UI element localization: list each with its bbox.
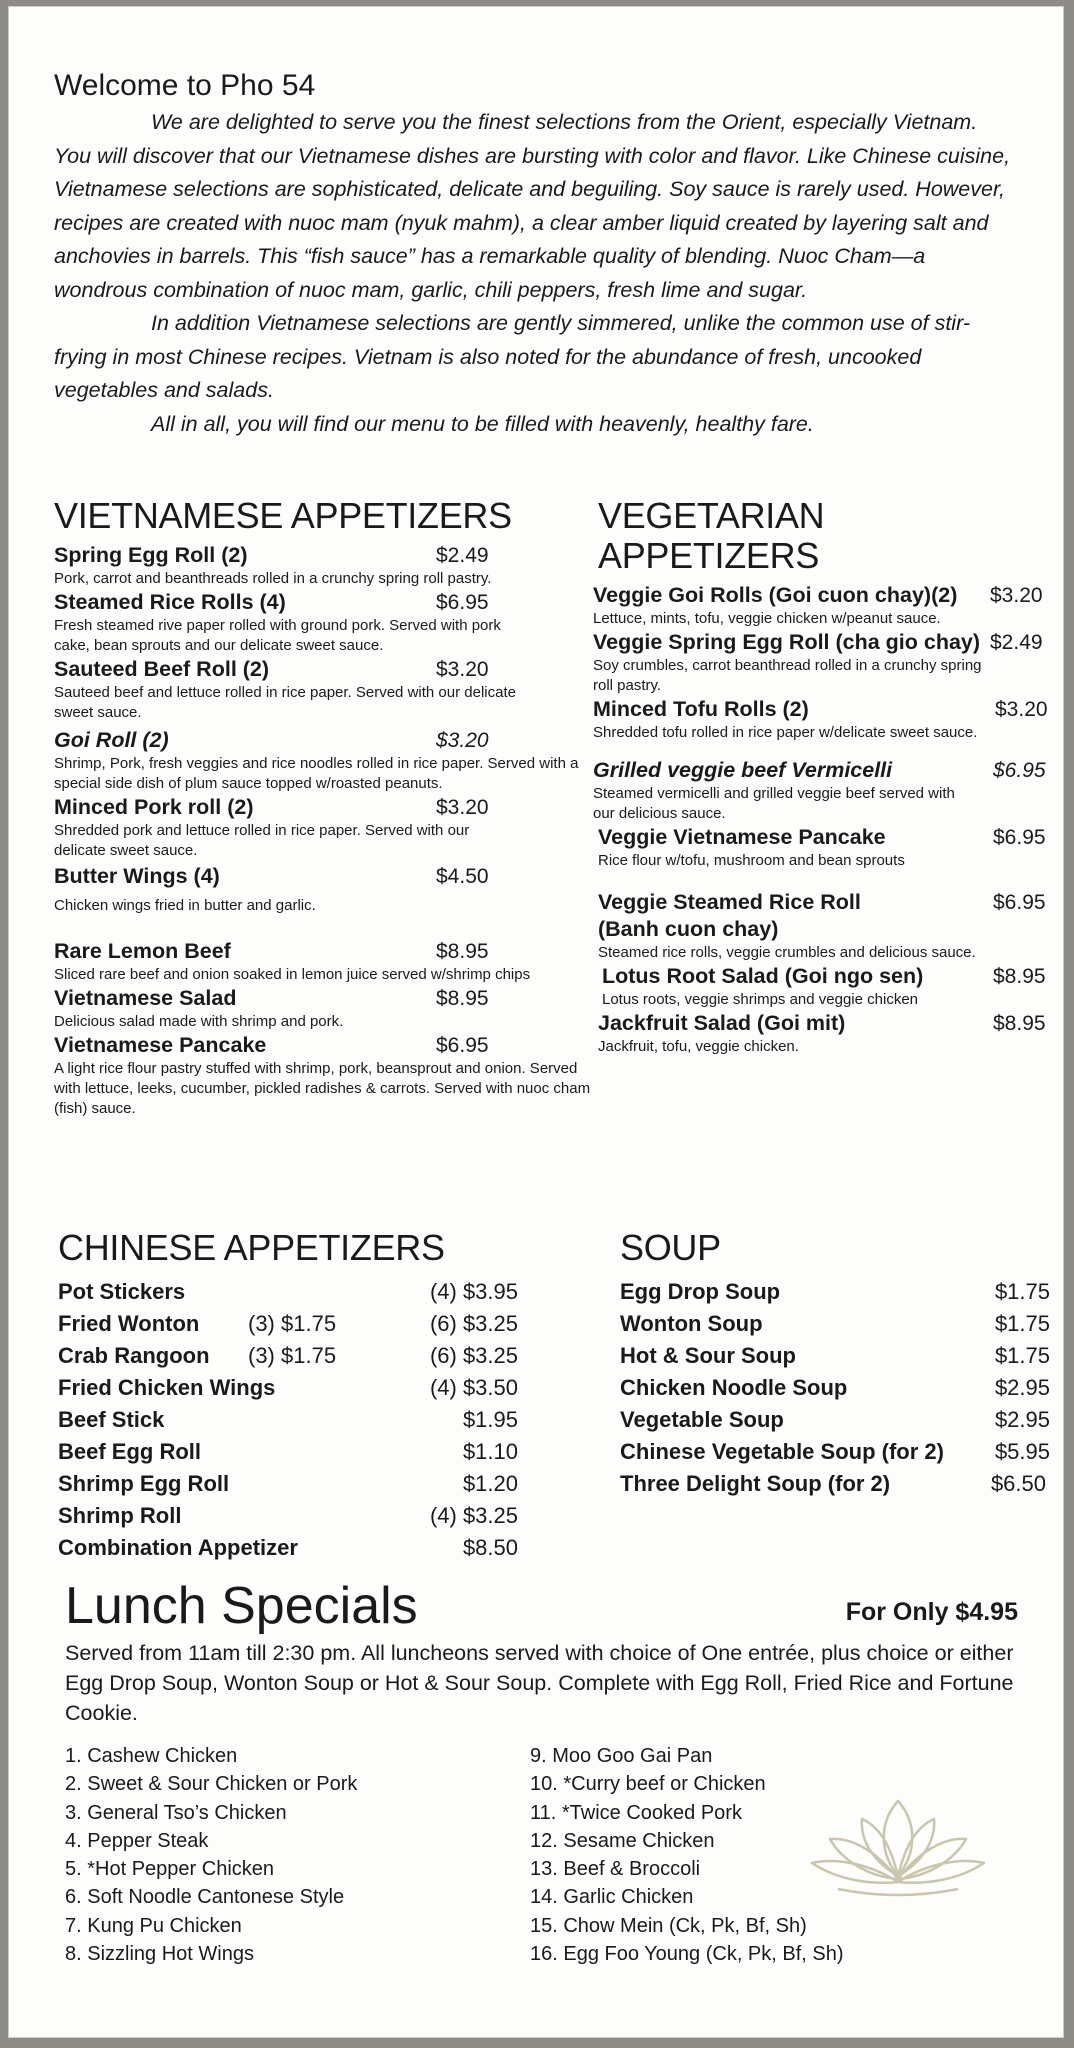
- lunch-item: 13. Beef & Broccoli: [530, 1858, 701, 1881]
- item-name: Fried Wonton: [58, 1311, 200, 1336]
- item-name: Butter Wings (4): [54, 864, 220, 888]
- item-name: Minced Pork roll (2): [54, 795, 254, 819]
- item-price: $6.95: [436, 1034, 489, 1057]
- item-name: Shrimp Egg Roll: [58, 1471, 230, 1496]
- item-price: $8.95: [436, 987, 489, 1010]
- item-price: $2.95: [994, 1407, 1050, 1432]
- item-description: Shrimp, Pork, fresh veggies and rice noodles rolled in rice paper. Served with a special side dish of plum sauce topped w/roasted peanuts.: [54, 755, 579, 792]
- lunch-item: 14. Garlic Chicken: [530, 1886, 694, 1909]
- item-name: Veggie Steamed Rice Roll: [598, 890, 861, 914]
- menu-page: [8, 6, 1064, 2038]
- lunch-item: 12. Sesame Chicken: [530, 1829, 715, 1852]
- item-price: $2.49: [990, 631, 1043, 654]
- section-title: CHINESE APPETIZERS: [58, 1227, 445, 1268]
- menu-item: [58, 1276, 518, 1308]
- menu-item: [58, 1468, 518, 1500]
- item-price: (6) $3.25: [429, 1311, 518, 1336]
- lunch-price: For Only $4.95: [845, 1598, 1018, 1626]
- menu-item: [620, 1404, 1050, 1436]
- item-price: $3.20: [436, 658, 489, 681]
- menu-item: [598, 1010, 1053, 1057]
- menu-item: [620, 1276, 1050, 1308]
- menu-item: [54, 656, 599, 723]
- item-price: $3.20: [436, 729, 489, 752]
- menu-item: [54, 985, 599, 1032]
- vegetarian-appetizers-section: [593, 496, 1053, 1057]
- item-price: (4) $3.50: [429, 1375, 518, 1400]
- item-name: Pot Stickers: [58, 1279, 186, 1304]
- menu-item: [620, 1372, 1050, 1404]
- lunch-item: 8. Sizzling Hot Wings: [65, 1943, 254, 1966]
- item-price: $4.50: [436, 865, 489, 888]
- menu-item: [58, 1532, 518, 1564]
- item-price: (4) $3.95: [429, 1279, 518, 1304]
- intro-paragraph: We are delighted to serve you the finest selections from the Orient, especially Vietnam. You will discover that our Vietnamese dishes are bursting with color and flavor. Like Chinese cuisine, Vietnamese selections are sophisticated, delicate and beguiling. Soy sauce is rarely used. However, recipes are created with nuoc mam (nyuk mahm), a clear amber liquid created by layering salt and anchovies in barrels. This “fish sauce” has a remarkable quality of blending. Nuoc Cham—a wondrous combination of nuoc mam, garlic, chili peppers, fresh lime and sugar.: [54, 110, 1011, 302]
- item-price: $3.20: [990, 584, 1043, 607]
- menu-item: [54, 542, 599, 589]
- item-name-alt: (Banh cuon chay): [598, 917, 779, 941]
- menu-item: [58, 1372, 518, 1404]
- item-price: $1.75: [994, 1279, 1050, 1304]
- lunch-item: 7. Kung Pu Chicken: [65, 1914, 242, 1937]
- item-description: Jackfruit, tofu, veggie chicken.: [598, 1038, 799, 1055]
- vietnamese-appetizers-section: [54, 496, 599, 1119]
- soup-section: [620, 1228, 1050, 1500]
- lunch-item: 9. Moo Goo Gai Pan: [530, 1745, 713, 1767]
- menu-item: [602, 963, 1053, 1010]
- item-price: $6.50: [990, 1471, 1046, 1496]
- item-name: Three Delight Soup (for 2): [620, 1471, 891, 1496]
- menu-item: [620, 1340, 1050, 1372]
- lunch-item: 1. Cashew Chicken: [65, 1745, 238, 1767]
- lunch-item: 11. *Twice Cooked Pork: [530, 1801, 742, 1824]
- lunch-list-left: [65, 1742, 357, 1968]
- chinese-appetizers-section: [58, 1228, 518, 1564]
- menu-item: [58, 1500, 518, 1532]
- item-description: Sauteed beef and lettuce rolled in rice paper. Served with our delicate sweet sauce.: [54, 684, 516, 721]
- lunch-item: 6. Soft Noodle Cantonese Style: [65, 1886, 345, 1909]
- item-name: Beef Egg Roll: [58, 1439, 202, 1464]
- item-price: $1.95: [462, 1407, 518, 1432]
- item-name: Veggie Spring Egg Roll (cha gio chay): [593, 630, 981, 654]
- lunch-item: 5. *Hot Pepper Chicken: [65, 1858, 275, 1881]
- item-name: Spring Egg Roll (2): [54, 543, 248, 567]
- item-description: Sliced rare beef and onion soaked in lemon juice served w/shrimp chips: [54, 966, 531, 983]
- lunch-list-right: [530, 1742, 844, 1968]
- menu-item: [58, 1436, 518, 1468]
- item-price: $2.95: [994, 1375, 1050, 1400]
- item-price: $3.20: [436, 796, 489, 819]
- item-description: Lotus roots, veggie shrimps and veggie chicken: [602, 991, 919, 1008]
- item-name: Vegetable Soup: [620, 1407, 784, 1432]
- menu-item: [58, 1404, 518, 1436]
- item-name: Goi Roll (2): [54, 728, 169, 752]
- item-name: Wonton Soup: [620, 1311, 763, 1336]
- item-description: Delicious salad made with shrimp and pork.: [54, 1013, 344, 1030]
- menu-item: [58, 1340, 518, 1372]
- menu-item: [620, 1436, 1050, 1468]
- item-name: Rare Lemon Beef: [54, 939, 231, 963]
- item-price: $6.95: [436, 591, 489, 614]
- item-price: $6.95: [993, 759, 1046, 782]
- item-price: $1.10: [462, 1439, 518, 1464]
- section-title: VIETNAMESE APPETIZERS: [54, 495, 512, 536]
- item-name: Chicken Noodle Soup: [620, 1375, 848, 1400]
- item-name: Sauteed Beef Roll (2): [54, 657, 270, 681]
- menu-item: [598, 889, 1053, 963]
- menu-item: [54, 1032, 599, 1119]
- item-price: $6.95: [993, 891, 1046, 914]
- item-name: Chinese Vegetable Soup (for 2): [620, 1439, 944, 1464]
- item-price-small: (3) $1.75: [248, 1343, 337, 1368]
- item-description: Pork, carrot and beanthreads rolled in a crunchy spring roll pastry.: [54, 570, 492, 587]
- menu-item: [593, 582, 1053, 629]
- item-name: Veggie Vietnamese Pancake: [598, 825, 886, 849]
- lunch-item: 3. General Tso’s Chicken: [65, 1801, 287, 1824]
- item-name: Crab Rangoon: [58, 1343, 210, 1368]
- lunch-specials-title: Lunch Specials: [65, 1577, 418, 1635]
- menu-item: [593, 757, 1053, 824]
- item-description: Chicken wings fried in butter and garlic.: [54, 897, 316, 914]
- item-name: Hot & Sour Soup: [620, 1343, 796, 1368]
- menu-item: [54, 863, 599, 916]
- menu-item: [620, 1468, 1050, 1500]
- item-name: Jackfruit Salad (Goi mit): [598, 1011, 846, 1035]
- item-description: Shredded tofu rolled in rice paper w/delicate sweet sauce.: [593, 724, 978, 741]
- item-name: Steamed Rice Rolls (4): [54, 590, 286, 614]
- menu-item: [54, 794, 599, 861]
- item-price: $8.95: [436, 940, 489, 963]
- menu-item: [593, 696, 1053, 743]
- item-price: $6.95: [993, 826, 1046, 849]
- menu-item: [54, 727, 599, 794]
- item-price-small: (3) $1.75: [248, 1311, 337, 1336]
- item-price: (4) $3.25: [429, 1503, 518, 1528]
- item-price: $1.75: [994, 1311, 1050, 1336]
- item-name: Beef Stick: [58, 1407, 165, 1432]
- item-price: $3.20: [995, 698, 1048, 721]
- welcome-title: Welcome to Pho 54: [54, 69, 316, 102]
- menu-item: [58, 1308, 518, 1340]
- lotus-icon: [798, 1781, 998, 1901]
- menu-item: [54, 589, 599, 656]
- lunch-description: Served from 11am till 2:30 pm. All luncheons served with choice of One entrée, plus choice or either Egg Drop Soup, Wonton Soup or Hot & Sour Soup. Complete with Egg Roll, Fried Rice and Fortune Cookie.: [65, 1641, 1014, 1725]
- item-name: Egg Drop Soup: [620, 1279, 781, 1304]
- item-name: Shrimp Roll: [58, 1503, 182, 1528]
- lunch-item: 4. Pepper Steak: [65, 1829, 209, 1852]
- section-title: VEGETARIAN APPETIZERS: [598, 495, 825, 576]
- item-description: Lettuce, mints, tofu, veggie chicken w/peanut sauce.: [593, 610, 941, 627]
- item-price: $8.50: [462, 1535, 518, 1560]
- item-description: Fresh steamed rive paper rolled with ground pork. Served with pork cake, bean sprouts and our delicate sweet sauce.: [54, 617, 501, 654]
- lunch-item: 15. Chow Mein (Ck, Pk, Bf, Sh): [530, 1914, 807, 1937]
- item-name: Minced Tofu Rolls (2): [593, 697, 809, 721]
- lunch-item: 16. Egg Foo Young (Ck, Pk, Bf, Sh): [530, 1943, 844, 1966]
- item-price: $8.95: [993, 965, 1046, 988]
- item-name: Combination Appetizer: [58, 1535, 298, 1560]
- section-title: SOUP: [620, 1227, 721, 1268]
- item-description: Soy crumbles, carrot beanthread rolled in a crunchy spring roll pastry.: [593, 657, 982, 694]
- menu-item: [593, 629, 1053, 696]
- item-price: $1.20: [462, 1471, 518, 1496]
- item-name: Grilled veggie beef Vermicelli: [593, 758, 893, 782]
- item-name: Lotus Root Salad (Goi ngo sen): [602, 964, 924, 988]
- intro-paragraph: In addition Vietnamese selections are gently simmered, unlike the common use of stir-frying in most Chinese recipes. Vietnam is also noted for the abundance of fresh, uncooked vegetables and salads.: [54, 311, 971, 402]
- item-description: Shredded pork and lettuce rolled in rice paper. Served with our delicate sweet sauce.: [54, 822, 470, 859]
- item-name: Vietnamese Salad: [54, 986, 237, 1010]
- item-description: Rice flour w/tofu, mushroom and bean sprouts: [598, 852, 905, 869]
- lunch-item: 10. *Curry beef or Chicken: [530, 1773, 766, 1796]
- menu-item: [598, 824, 1053, 871]
- item-price: $5.95: [994, 1439, 1050, 1464]
- item-price: $2.49: [436, 544, 489, 567]
- welcome-section: [54, 68, 1014, 441]
- item-price: (6) $3.25: [429, 1343, 518, 1368]
- item-name: Fried Chicken Wings: [58, 1375, 276, 1400]
- item-name: Vietnamese Pancake: [54, 1033, 267, 1057]
- intro-paragraph: All in all, you will find our menu to be filled with heavenly, healthy fare.: [151, 411, 814, 436]
- menu-item: [620, 1308, 1050, 1340]
- item-name: Veggie Goi Rolls (Goi cuon chay)(2): [593, 583, 958, 607]
- item-description: Steamed vermicelli and grilled veggie beef served with our delicious sauce.: [593, 785, 955, 822]
- item-price: $8.95: [993, 1012, 1046, 1035]
- lunch-item: 2. Sweet & Sour Chicken or Pork: [65, 1773, 358, 1796]
- item-price: $1.75: [994, 1343, 1050, 1368]
- item-description: Steamed rice rolls, veggie crumbles and delicious sauce.: [598, 944, 976, 961]
- menu-item: [54, 938, 599, 985]
- item-description: A light rice flour pastry stuffed with shrimp, pork, beansprout and onion. Served with lettuce, leeks, cucumber, pickled radishes & carrots. Served with nuoc cham (fish) sauce.: [54, 1060, 591, 1117]
